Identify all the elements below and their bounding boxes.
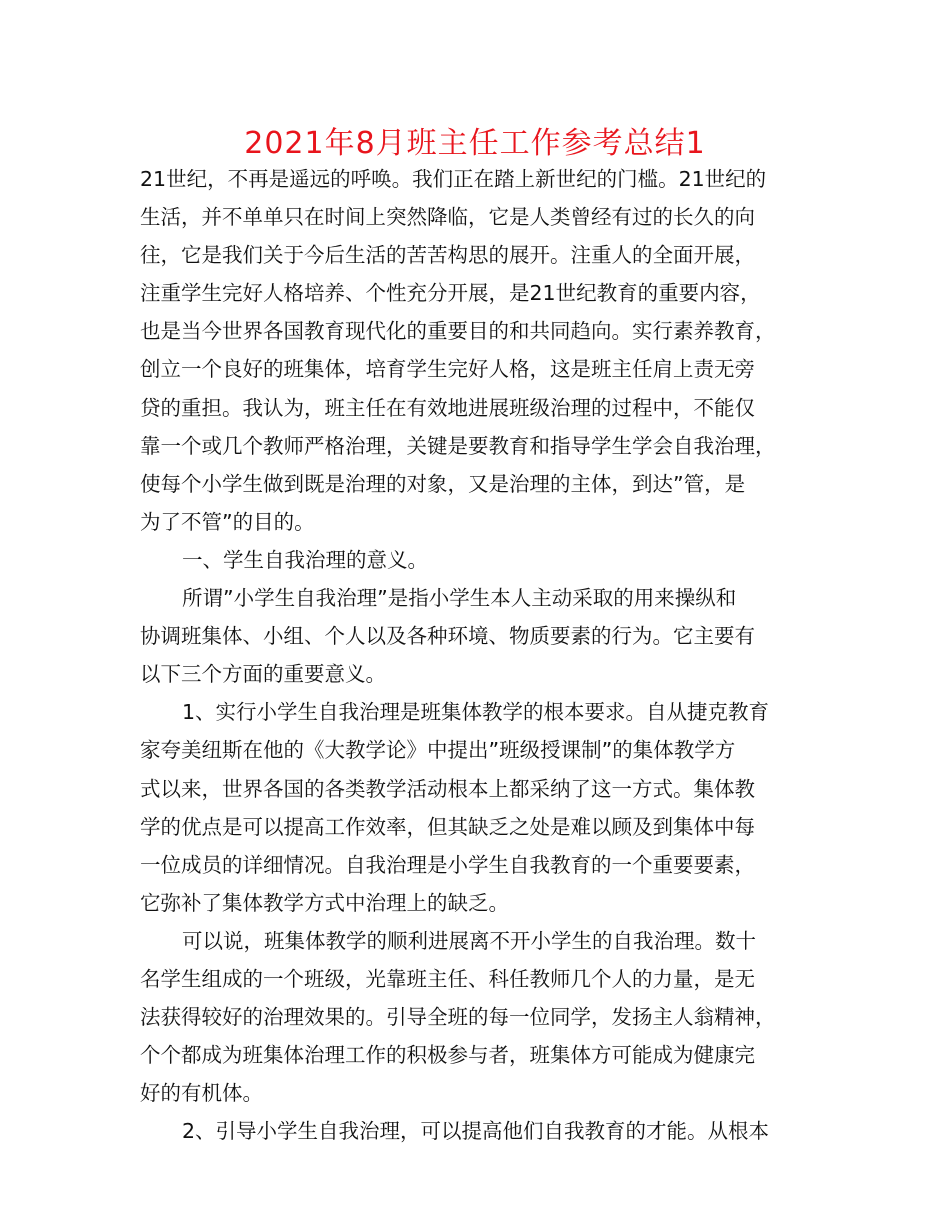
- paragraph-line: 以下三个方面的重要意义。: [140, 662, 386, 687]
- paragraph-line: 靠一个或几个教师严格治理，关键是要教育和指导学生学会自我治理，: [140, 433, 776, 458]
- paragraph-line: 法获得较好的治理效果的。引导全班的每一位同学，发扬主人翁精神，: [140, 1005, 776, 1030]
- paragraph: [140, 693, 840, 922]
- paragraph-line: 1、实行小学生自我治理是班集体教学的根本要求。自从捷克教育: [182, 700, 770, 725]
- paragraph-line: 可以说，班集体教学的顺利进展离不开小学生的自我治理。数十: [182, 928, 756, 953]
- paragraph-line: 学的优点是可以提高工作效率，但其缺乏之处是难以顾及到集体中每: [140, 814, 755, 839]
- paragraph-line: 式以来，世界各国的各类教学活动根本上都采纳了这一方式。集体教: [140, 776, 755, 801]
- paragraph-line: 它弥补了集体教学方式中治理上的缺乏。: [140, 890, 509, 915]
- paragraph-line: 好的有机体。: [140, 1081, 263, 1106]
- document-title: 2021年8月班主任工作参考总结1: [244, 126, 706, 161]
- paragraph-line: 家夸美纽斯在他的《大教学论》中提出”班级授课制”的集体教学方: [140, 738, 736, 763]
- paragraph: [140, 541, 840, 579]
- paragraph-line: 也是当今世界各国教育现代化的重要目的和共同趋向。实行素养教育，: [140, 319, 776, 344]
- paragraph-line: 使每个小学生做到既是治理的对象，又是治理的主体，到达”管，是: [140, 471, 746, 496]
- paragraph-line: 所谓”小学生自我治理”是指小学生本人主动采取的用来操纵和: [182, 586, 737, 611]
- paragraph-line: 一、学生自我治理的意义。: [182, 547, 428, 572]
- paragraph-line: 生活，并不单单只在时间上突然降临，它是人类曾经有过的长久的向: [140, 205, 755, 230]
- paragraph-line: 注重学生完好人格培养、个性充分开展，是21世纪教育的重要内容，: [140, 281, 761, 306]
- paragraph: [140, 922, 840, 1112]
- paragraph-line: 2、引导小学生自我治理，可以提高他们自我教育的才能。从根本: [182, 1119, 770, 1144]
- paragraph-line: 个个都成为班集体治理工作的积极参与者，班集体方可能成为健康完: [140, 1043, 755, 1068]
- paragraph-line: 一位成员的详细情况。自我治理是小学生自我教育的一个重要要素，: [140, 852, 755, 877]
- paragraph-line: 为了不管”的目的。: [140, 509, 315, 534]
- paragraph-line: 创立一个良好的班集体，培育学生完好人格，这是班主任肩上责无旁: [140, 357, 755, 382]
- paragraph-line: 贷的重担。我认为，班主任在有效地进展班级治理的过程中，不能仅: [140, 395, 755, 420]
- paragraph: [140, 579, 840, 693]
- document-body: [140, 160, 840, 1150]
- paragraph-line: 名学生组成的一个班级，光靠班主任、科任教师几个人的力量，是无: [140, 966, 755, 991]
- paragraph: [140, 1112, 840, 1150]
- paragraph-line: 21世纪，不再是遥远的呼唤。我们正在踏上新世纪的门槛。21世纪的: [140, 167, 767, 191]
- paragraph-line: 协调班集体、小组、个人以及各种环境、物质要素的行为。它主要有: [140, 624, 755, 649]
- paragraph: [140, 160, 840, 541]
- paragraph-line: 往，它是我们关于今后生活的苦苦构思的展开。注重人的全面开展，: [140, 243, 755, 268]
